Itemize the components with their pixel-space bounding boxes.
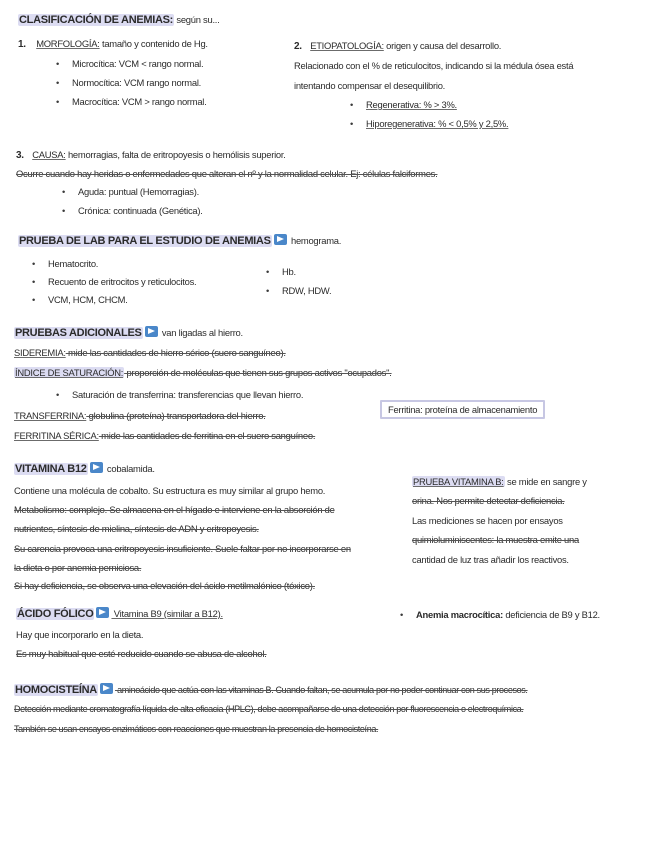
- etiopatologia-label: ETIOPATOLOGÍA:: [310, 40, 384, 51]
- b12-line: Su carencia provoca una eritropoyesis insuficiente. Suele faltar por no incorporarse en: [14, 543, 351, 554]
- causa-heading: [16, 149, 286, 161]
- page-title: [18, 14, 220, 26]
- causa-line-1: Ocurre cuando hay heridas o enfermedades que alteran el nº y la normalidad celular. Ej: células falciformes.: [16, 168, 438, 179]
- homocisteina-heading: [14, 683, 528, 696]
- ferritina-note-box: Ferritina: proteína de almacenamiento: [380, 400, 545, 419]
- homocisteina-after: aminoácido que actúa con las vitaminas B. Cuando faltan, se acumula por no poder continuar con sus procesos.: [114, 685, 528, 695]
- vitamina-b12-after: cobalamida.: [104, 463, 155, 474]
- prueba-lab-title: PRUEBA DE LAB PARA EL ESTUDIO DE ANEMIAS: [19, 235, 271, 247]
- pruebas-adicionales-heading: [14, 326, 243, 339]
- b12-line: Si hay deficiencia, se observa una elevación del ácido metilmalónico (tóxico).: [14, 580, 315, 591]
- homocisteina-line: También se usan ensayos enzimáticos con reacciones que muestran la presencia de homocisteína.: [14, 724, 379, 734]
- list-item: • Hematocrito.: [48, 258, 98, 269]
- title-main: CLASIFICACIÓN DE ANEMIAS:: [19, 14, 174, 26]
- etiopatologia-line-1: Relacionado con el % de reticulocitos, indicando si la médula ósea está: [294, 60, 574, 71]
- list-item: • Macrocítica: VCM > rango normal.: [72, 96, 207, 107]
- morfologia-desc: tamaño y contenido de Hg.: [99, 38, 208, 49]
- etiopatologia-line-2: intentando compensar el desequilibrio.: [294, 80, 446, 91]
- list-item: • Saturación de transferrina: transferencias que llevan hierro.: [72, 389, 303, 400]
- morfologia-number: 1.: [18, 39, 26, 50]
- morfologia-heading: [18, 38, 208, 50]
- list-item: • Crónica: continuada (Genética).: [78, 205, 203, 216]
- vitamina-b12-title: VITAMINA B12: [15, 463, 87, 475]
- vitamina-b12-heading: [14, 462, 155, 475]
- list-item: • RDW, HDW.: [282, 285, 331, 296]
- list-item: • Normocítica: VCM rango normal.: [72, 77, 201, 88]
- causa-number: 3.: [16, 150, 24, 161]
- b12-line: nutrientes, síntesis de mielina, síntesis de ADN y eritropoyesis.: [14, 523, 259, 534]
- prueba-lab-after: hemograma.: [288, 235, 342, 246]
- arrow-right-icon: [100, 683, 113, 694]
- prueba-vitamina-b-line: PRUEBA VITAMINA B: se mide en sangre y: [413, 476, 587, 487]
- b12-line: Metabolismo: complejo. Se almacena en el hígado e interviene en la absorción de: [14, 504, 335, 515]
- acido-folico-line: Es muy habitual que esté reducido cuando se abusa de alcohol.: [16, 648, 267, 659]
- list-item: • Aguda: puntual (Hemorragias).: [78, 186, 199, 197]
- list-item: • Recuento de eritrocitos y reticulocitos.: [48, 276, 196, 287]
- prueba-b-line: cantidad de luz tras añadir los reactivos.: [412, 554, 569, 565]
- acido-folico-heading: ÁCIDO FÓLICO Vitamina B9 (similar a B12).: [17, 608, 223, 620]
- homocisteina-line: Detección mediante cromatografía líquida de alta eficacia (HPLC), debe acompañarse de una detección por fluorescencia o electroquímica.: [14, 704, 524, 714]
- anemia-macrocitica-note: • Anemia macrocítica: deficiencia de B9 y B12.: [416, 609, 600, 620]
- acido-folico-title: ÁCIDO FÓLICO: [17, 608, 94, 620]
- b12-line: Contiene una molécula de cobalto. Su estructura es muy similar al grupo hemo.: [14, 485, 326, 496]
- etiopatologia-desc: origen y causa del desarrollo.: [383, 40, 502, 51]
- prueba-b-line: Las mediciones se hacen por ensayos: [412, 515, 563, 526]
- pruebas-adicionales-after: van ligadas al hierro.: [159, 327, 243, 338]
- etiopatologia-heading: [294, 40, 501, 52]
- pruebas-adicionales-title: PRUEBAS ADICIONALES: [15, 327, 142, 339]
- indice-saturacion-line: ÍNDICE DE SATURACIÓN: proporción de moléculas que tienen sus grupos activos "ocupados".: [15, 367, 392, 378]
- acido-folico-line: Hay que incorporarlo en la dieta.: [16, 629, 144, 640]
- sideremia-line: SIDEREMIA: mide las cantidades de hierro sérico (suero sanguíneo).: [14, 347, 286, 358]
- causa-desc: hemorragias, falta de eritropoyesis o hemólisis superior.: [65, 149, 286, 160]
- b12-line: la dieta o por anemia perniciosa.: [14, 562, 142, 573]
- ferritina-line: FERRITINA SÉRICA: mide las cantidades de ferritina en el suero sanguíneo.: [14, 430, 316, 441]
- arrow-right-icon: [274, 234, 287, 245]
- causa-label: CAUSA:: [32, 149, 66, 160]
- prueba-lab-heading: [18, 234, 341, 247]
- transferrina-line: TRANSFERRINA: globulina (proteína) transportadora del hierro.: [14, 410, 266, 421]
- arrow-right-icon: [90, 462, 103, 473]
- homocisteina-title: HOMOCISTEÍNA: [15, 684, 97, 696]
- list-item: • VCM, HCM, CHCM.: [48, 294, 128, 305]
- list-item: • Regenerativa: % > 3%.: [366, 99, 457, 110]
- morfologia-label: MORFOLOGÍA:: [36, 38, 100, 49]
- arrow-right-icon: [96, 607, 109, 618]
- list-item: • Hiporegenerativa: % < 0,5% y 2,5%.: [366, 118, 508, 129]
- prueba-b-line: orina. Nos permite detectar deficiencia.: [412, 495, 565, 506]
- etiopatologia-number: 2.: [294, 41, 302, 52]
- list-item: • Hb.: [282, 266, 296, 277]
- arrow-right-icon: [145, 326, 158, 337]
- title-rest: según su...: [174, 14, 220, 25]
- prueba-b-line: quimioluminiscentes: la muestra emite una: [412, 534, 579, 545]
- list-item: • Microcítica: VCM < rango normal.: [72, 58, 203, 69]
